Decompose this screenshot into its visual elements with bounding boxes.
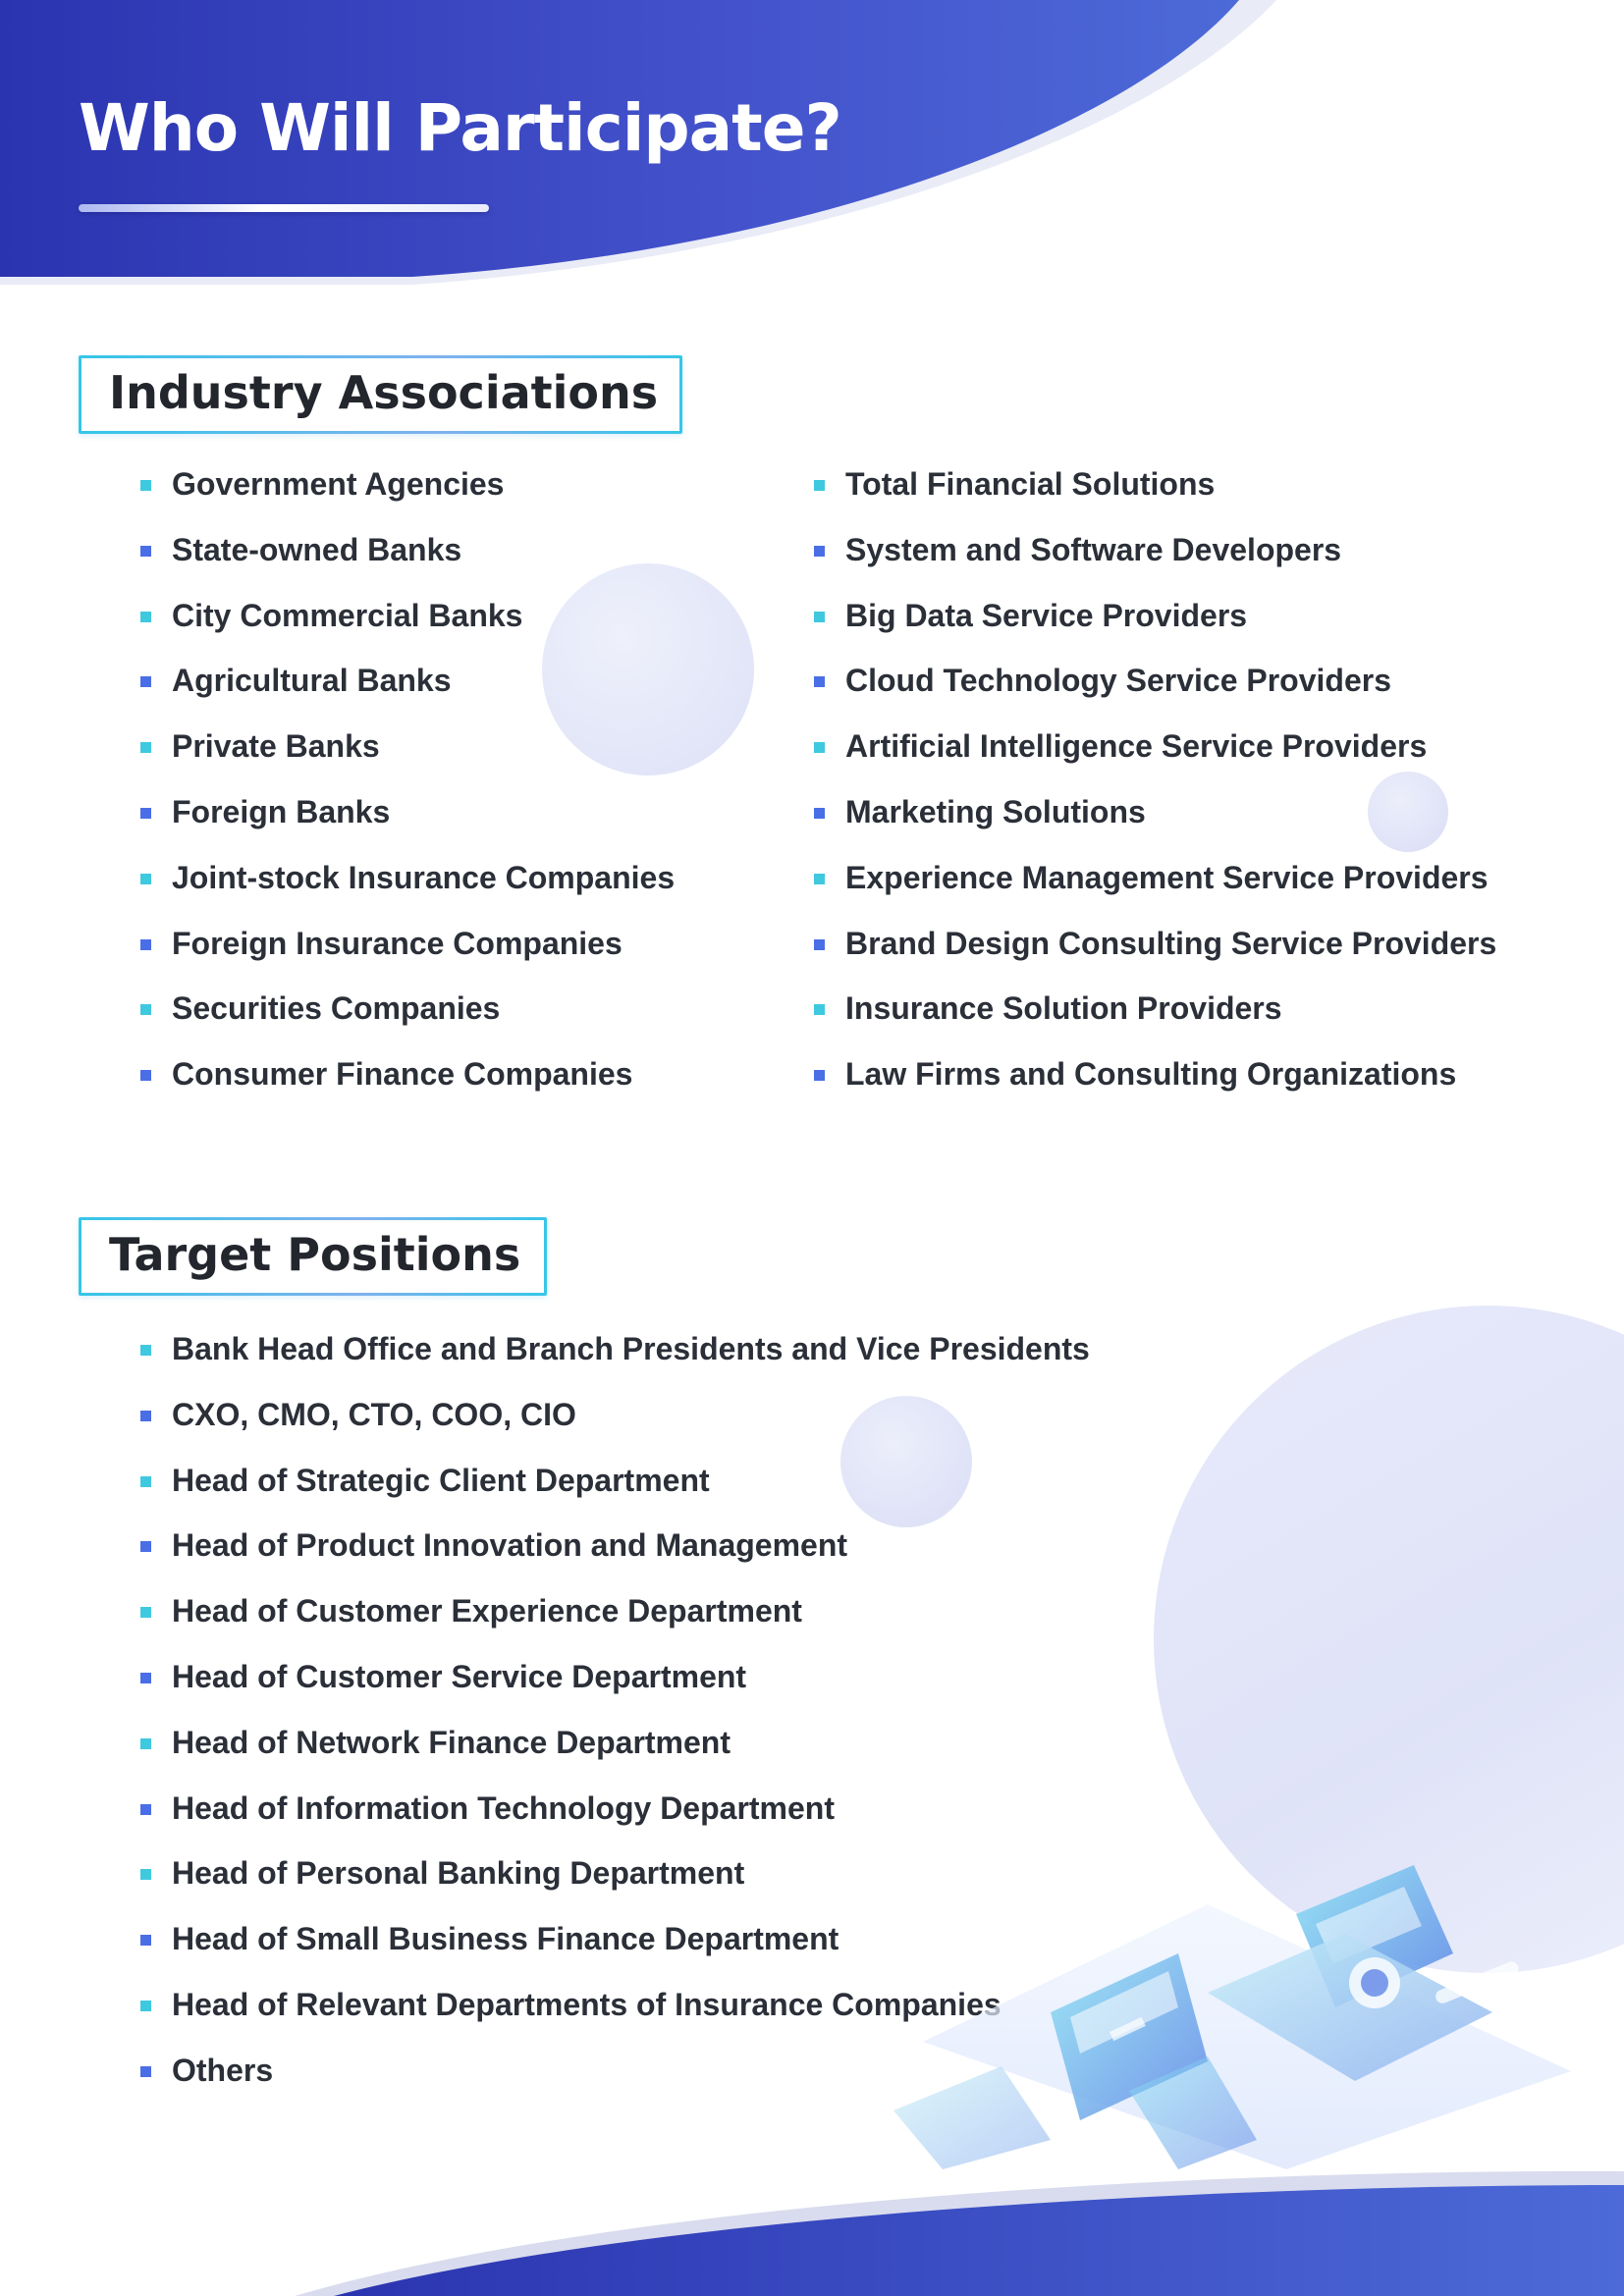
square-bullet-icon — [140, 546, 151, 557]
square-bullet-icon — [140, 1869, 151, 1880]
list-item: Marketing Solutions — [814, 779, 1496, 845]
square-bullet-icon — [814, 676, 825, 687]
list-item: Experience Management Service Providers — [814, 845, 1496, 911]
industry-list-right — [814, 452, 1496, 1107]
square-bullet-icon — [814, 612, 825, 622]
list-item: Securities Companies — [140, 976, 675, 1041]
square-bullet-icon — [140, 1345, 151, 1356]
list-item: Others — [140, 2038, 1090, 2104]
footer-wave — [0, 2110, 1624, 2296]
square-bullet-icon — [140, 939, 151, 950]
list-item: Head of Customer Service Department — [140, 1644, 1090, 1710]
square-bullet-icon — [140, 1607, 151, 1618]
square-bullet-icon — [814, 1070, 825, 1081]
section-heading-target-positions: Target Positions — [79, 1217, 547, 1296]
square-bullet-icon — [140, 1004, 151, 1015]
square-bullet-icon — [140, 874, 151, 884]
square-bullet-icon — [140, 1476, 151, 1487]
list-item: City Commercial Banks — [140, 583, 675, 649]
square-bullet-icon — [140, 742, 151, 753]
list-item: Head of Customer Experience Department — [140, 1578, 1090, 1644]
list-item: Agricultural Banks — [140, 648, 675, 714]
square-bullet-icon — [140, 1673, 151, 1683]
industry-list-left — [140, 452, 675, 1107]
list-item: Head of Network Finance Department — [140, 1710, 1090, 1776]
list-item: Cloud Technology Service Providers — [814, 648, 1496, 714]
title-underline — [79, 204, 489, 212]
square-bullet-icon — [140, 1935, 151, 1946]
square-bullet-icon — [814, 808, 825, 819]
list-item: Government Agencies — [140, 452, 675, 517]
square-bullet-icon — [140, 1411, 151, 1421]
square-bullet-icon — [140, 480, 151, 491]
square-bullet-icon — [814, 1004, 825, 1015]
list-item: State-owned Banks — [140, 517, 675, 583]
square-bullet-icon — [140, 1738, 151, 1749]
list-item: Head of Strategic Client Department — [140, 1448, 1090, 1514]
list-item: Foreign Insurance Companies — [140, 911, 675, 977]
list-item: Artificial Intelligence Service Providers — [814, 714, 1496, 779]
list-item: Law Firms and Consulting Organizations — [814, 1041, 1496, 1107]
square-bullet-icon — [140, 2066, 151, 2077]
list-item: Big Data Service Providers — [814, 583, 1496, 649]
page-title: Who Will Participate? — [79, 90, 841, 166]
square-bullet-icon — [140, 612, 151, 622]
list-item: CXO, CMO, CTO, COO, CIO — [140, 1382, 1090, 1448]
list-item: Insurance Solution Providers — [814, 976, 1496, 1041]
list-item: Head of Small Business Finance Department — [140, 1906, 1090, 1972]
list-item: Head of Product Innovation and Management — [140, 1513, 1090, 1578]
list-item: Consumer Finance Companies — [140, 1041, 675, 1107]
square-bullet-icon — [140, 1541, 151, 1552]
square-bullet-icon — [814, 742, 825, 753]
list-item: Head of Information Technology Department — [140, 1776, 1090, 1842]
square-bullet-icon — [140, 2001, 151, 2011]
section-heading-industry-associations: Industry Associations — [79, 355, 682, 434]
list-item: Foreign Banks — [140, 779, 675, 845]
square-bullet-icon — [814, 939, 825, 950]
list-item: System and Software Developers — [814, 517, 1496, 583]
list-item: Private Banks — [140, 714, 675, 779]
list-item: Bank Head Office and Branch Presidents and Vice Presidents — [140, 1316, 1090, 1382]
list-item: Head of Relevant Departments of Insurance Companies — [140, 1972, 1090, 2038]
square-bullet-icon — [140, 1804, 151, 1815]
square-bullet-icon — [140, 1070, 151, 1081]
square-bullet-icon — [140, 676, 151, 687]
list-item: Brand Design Consulting Service Providers — [814, 911, 1496, 977]
list-item: Head of Personal Banking Department — [140, 1841, 1090, 1906]
square-bullet-icon — [140, 808, 151, 819]
square-bullet-icon — [814, 874, 825, 884]
square-bullet-icon — [814, 546, 825, 557]
list-item: Joint-stock Insurance Companies — [140, 845, 675, 911]
list-item: Total Financial Solutions — [814, 452, 1496, 517]
square-bullet-icon — [814, 480, 825, 491]
